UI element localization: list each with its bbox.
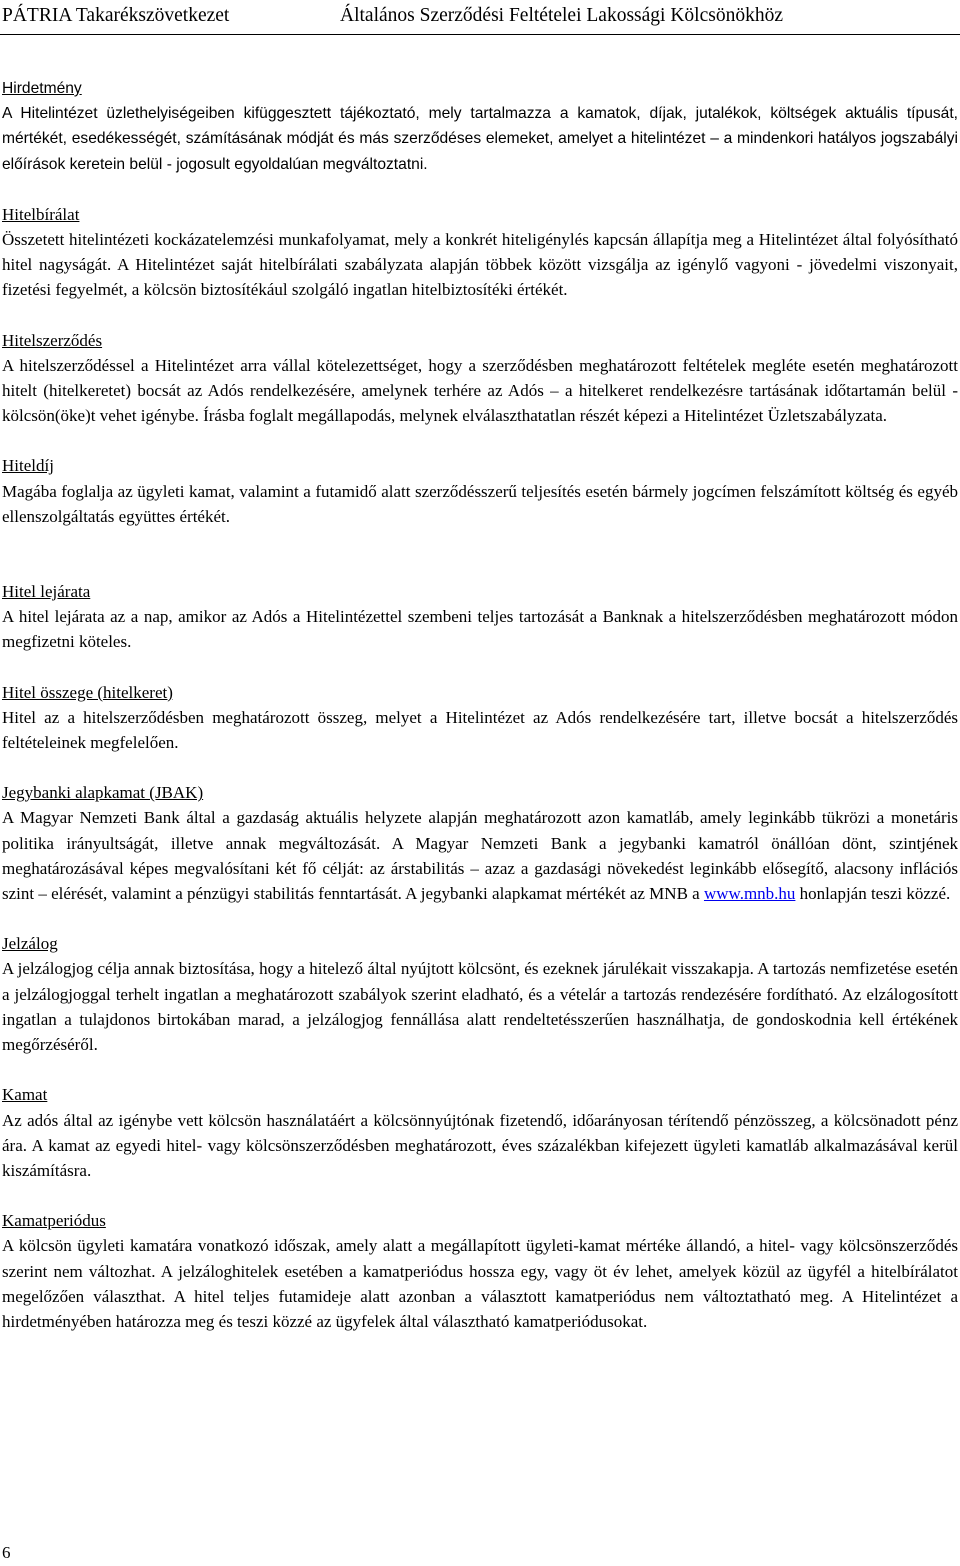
entry-hitel-osszege	[2, 680, 958, 756]
term-definition: A hitel lejárata az a nap, amikor az Adós a Hitelintézettel szembeni teljes tartozását a Banknak a hitelszerződésben meghatározott módon megfizetni köteles.	[2, 607, 958, 652]
entry-kamatperiodus	[2, 1208, 958, 1334]
term-heading: Hitel összege (hitelkeret)	[2, 682, 173, 702]
page-number: 6	[2, 1543, 11, 1562]
term-heading: Hiteldíj	[2, 456, 54, 476]
term-heading: Kamat	[2, 1085, 48, 1105]
document-body	[2, 76, 958, 1359]
entry-jelzalog	[2, 931, 958, 1057]
term-heading: Hitel lejárata	[2, 582, 91, 602]
entry-hiteldij	[2, 453, 958, 529]
term-definition: A hitelszerződéssel a Hitelintézet arra vállal kötelezettséget, hogy a szerződésben meghatározott feltételek megléte esetén meghatározott hitelt (hitelkeretet) bocsát az Adós rendelkezésére, amelynek terhére az Adós – a hitelkeret rendelkezésre tartásának időtartamán belül - kölcsön(öke)t vehet igénybe. Írásba foglalt megállapodás, melynek elválaszthatatlan részét képezi a Hitelintézet Üzletszabályzata.	[2, 355, 958, 426]
page-header	[0, 0, 960, 35]
term-heading: Hitelszerződés	[2, 330, 103, 350]
term-definition: Hitel az a hitelszerződésben meghatározott összeg, melyet a Hitelintézet az Adós rendelkezésére tart, illetve bocsát a hitelszerződés feltételeinek megfelelően.	[2, 707, 958, 753]
term-definition	[2, 805, 958, 906]
term-definition: A Hitelintézet üzlethelyiségeiben kifüggesztett tájékoztató, mely tartalmazza a kamatok, díjak, jutalékok, költségek aktuális típusát, mértékét, esedékességét, számításának módját és más szerződéses elemeket, amelyet a hitelintézet – a mindenkori hatályos jogszabályi előírások keretein belül - jogosult egyoldalúan megváltoztatni.	[2, 105, 958, 173]
definition-text: A Magyar Nemzeti Bank által a gazdaság aktuális helyzete alapján meghatározott azon kamatláb, amely leginkább tükrözi a monetáris politika irányultságát, illetve annak megváltozását. A Magyar Nemzeti Bank a jegybanki kamatról önállóan dönt, szintjének meghatározásával képes megvalósítani két fő célját: az árstabilitás – azaz a gazdasági növekedést leginkább elősegítő, alacsony inflációs szint – elérését, valamint a pénzügyi stabilitás fenntartását. A jegybanki alapkamat mértékét az MNB a	[2, 808, 958, 904]
term-definition: Összetett hitelintézeti kockázatelemzési munkafolyamat, mely a konkrét hiteligénylés kapcsán állapítja meg a Hitelintézet által folyósítható hitel nagyságát. A Hitelintézet saját hitelbírálati szabályzata alapján többek között vizsgálja az igénylő vagyoni - jövedelmi viszonyait, fizetési fegyelmét, a kölcsön biztosítékául szolgáló ingatlan hitelbiztosítéki értékét.	[2, 230, 958, 300]
term-heading: Jegybanki alapkamat (JBAK)	[2, 783, 204, 803]
entry-jegybanki-alapkamat	[2, 780, 958, 906]
entry-hitel-lejarata	[2, 579, 958, 655]
term-definition: A jelzálogjog célja annak biztosítása, hogy a hitelező által nyújtott kölcsönt, és ezeknek járulékait visszakapja. A tartozás nemfizetése esetén a jelzálogjoggal terhelt ingatlan a meghatározott szabályok szerint eladható, és a vételár a tartozás rendezésére fordítható. Az elzálogosított ingatlan a tulajdonos birtokában marad, a jelzálogjog fennállása alatt rendeltetésszerűen használhatja, de gondoskodnia kell értékének megőrzéséről.	[2, 959, 958, 1055]
term-heading: Hirdetmény	[2, 80, 82, 97]
term-heading: Hitelbírálat	[2, 204, 80, 224]
header-company-name: PÁTRIA Takarékszövetkezet	[2, 5, 230, 26]
entry-hitelbiralat	[2, 202, 958, 303]
header-document-title: Általános Szerződési Feltételei Lakossági Kölcsönökhöz	[340, 5, 783, 26]
entry-kamat	[2, 1082, 958, 1183]
mnb-website-link[interactable]: www.mnb.hu	[703, 884, 796, 904]
term-definition: Az adós által az igénybe vett kölcsön használatáért a kölcsönnyújtónak fizetendő, időarányosan térítendő pénzösszeg, a kölcsönadott pénz ára. A kamat az egyedi hitel- vagy kölcsönszerződésben meghatározott, éves százalékban kifejezett ügyleti kamatláb alkalmazásával kerül kiszámításra.	[2, 1110, 958, 1180]
definition-text-end: honlapján teszi közzé.	[795, 884, 951, 904]
term-definition: A kölcsön ügyleti kamatára vonatkozó időszak, amely alatt a megállapított ügyleti-kamat mértéke állandó, a hitel- vagy kölcsönszerződés szerint nem változhat. A jelzáloghitelek esetében a kamatperiódus hossza egy, vagy öt év lehet, amelyek közül az ügyfél a hitelbírálatot megelőzően választhat. A hitel teljes futamideje alatt azonban a választott kamatperiódus nem változtatható meg. A Hitelintézet a hirdetményében határozza meg és teszi közzé az ügyfelek által választható kamatperiódusokat.	[2, 1236, 958, 1331]
term-definition: Magába foglalja az ügyleti kamat, valamint a futamidő alatt szerződésszerű teljesítés esetén bármely jogcímen felszámított költség és egyéb ellenszolgáltatás együttes értékét.	[2, 481, 958, 526]
term-heading: Jelzálog	[2, 934, 58, 954]
term-heading: Kamatperiódus	[2, 1211, 106, 1231]
entry-hitelszerzodes	[2, 328, 958, 429]
entry-hirdetmeny	[2, 76, 958, 177]
